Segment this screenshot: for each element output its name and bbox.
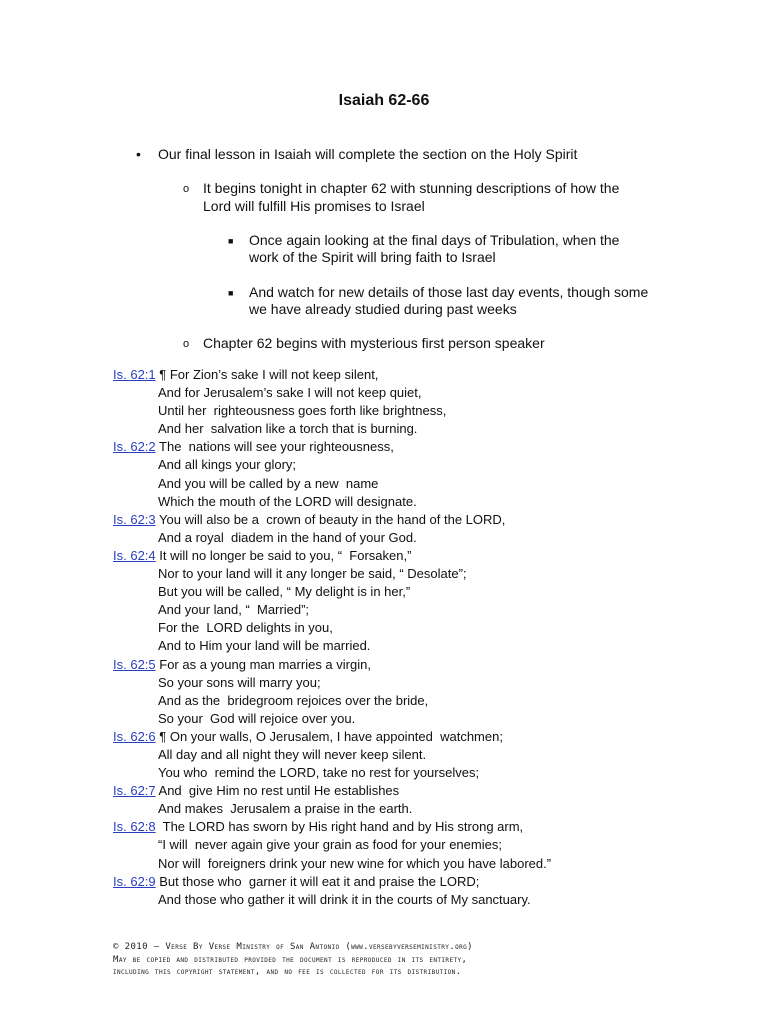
verse-line	[113, 493, 551, 511]
verse-line	[113, 656, 551, 674]
verse-text: The nations will see your righteousness,	[155, 439, 394, 455]
verse-text: ¶ On your walls, O Jerusalem, I have appointed watchmen;	[155, 728, 503, 744]
verse-text: And your land, “ Married”;	[158, 602, 310, 618]
verse-line	[113, 873, 551, 891]
verse-line	[113, 438, 551, 456]
verse-text: And as the bridegroom rejoices over the bride,	[158, 692, 429, 708]
verse-line	[113, 637, 551, 655]
verse-line	[113, 891, 551, 909]
verse-text: And her salvation like a torch that is burning.	[158, 421, 418, 437]
verse-text: Until her righteousness goes forth like brightness,	[158, 403, 447, 419]
verse-line	[113, 547, 551, 565]
verse-text: And makes Jerusalem a praise in the earth.	[158, 801, 413, 817]
verse-text: And give Him no rest until He establishes	[155, 783, 400, 799]
verse-text: You will also be a crown of beauty in the hand of the LORD,	[155, 511, 506, 527]
verse-text: So your sons will marry you;	[158, 674, 321, 690]
verse-text: And those who gather it will drink it in the courts of My sanctuary.	[158, 891, 531, 907]
circle-bullet-icon: o	[183, 338, 190, 350]
verse-reference-link[interactable]: Is. 62:4	[113, 547, 156, 563]
verse-reference-link[interactable]: Is. 62:5	[113, 656, 156, 672]
verse-line	[113, 456, 551, 474]
verse-reference-link[interactable]: Is. 62:3	[113, 511, 156, 527]
scripture-passage	[113, 366, 551, 909]
verse-line	[113, 764, 551, 782]
verse-line	[113, 366, 551, 384]
footer-line: including this copyright statement, and no fee is collected for its distribution.	[113, 967, 462, 977]
square-bullet-icon: ■	[228, 236, 234, 246]
verse-text: But those who garner it will eat it and praise the LORD;	[155, 873, 480, 889]
verse-line	[113, 818, 551, 836]
verse-reference-link[interactable]: Is. 62:7	[113, 783, 156, 799]
sub-sub-bullet-line: work of the Spirit will bring faith to Israel	[249, 249, 496, 265]
verse-text: And all kings your glory;	[158, 457, 297, 473]
verse-text: Which the mouth of the LORD will designate.	[158, 493, 417, 509]
verse-reference-link[interactable]: Is. 62:8	[113, 819, 156, 835]
verse-line	[113, 529, 551, 547]
verse-reference-link[interactable]: Is. 62:2	[113, 439, 156, 455]
verse-line	[113, 583, 551, 601]
verse-text: It will no longer be said to you, “ Forsaken,”	[155, 547, 412, 563]
verse-line	[113, 728, 551, 746]
sub-sub-bullet-line: And watch for new details of those last day events, though some	[249, 284, 649, 300]
bullet-text: Our final lesson in Isaiah will complete the section on the Holy Spirit	[158, 146, 578, 162]
verse-text: Nor will foreigners drink your new wine for which you have labored.”	[158, 855, 552, 871]
verse-text: Nor to your land will it any longer be said, “ Desolate”;	[158, 566, 467, 582]
verse-text: “I will never again give your grain as food for your enemies;	[158, 837, 502, 853]
verse-line	[113, 836, 551, 854]
verse-line	[113, 601, 551, 619]
verse-reference-link[interactable]: Is. 62:1	[113, 367, 156, 382]
verse-line	[113, 420, 551, 438]
verse-line	[113, 619, 551, 637]
verse-line	[113, 402, 551, 420]
verse-reference-link[interactable]: Is. 62:9	[113, 873, 156, 889]
sub-sub-bullet-line: we have already studied during past weeks	[249, 301, 517, 317]
verse-text: And to Him your land will be married.	[158, 638, 371, 654]
verse-text: And for Jerusalem’s sake I will not keep quiet,	[158, 385, 422, 401]
verse-text: You who remind the LORD, take no rest for yourselves;	[158, 765, 480, 781]
verse-line	[113, 565, 551, 583]
verse-line	[113, 674, 551, 692]
verse-text: All day and all night they will never keep silent.	[158, 746, 427, 762]
verse-text: ¶ For Zion’s sake I will not keep silent,	[155, 367, 379, 382]
sub-bullet-line: Lord will fulfill His promises to Israel	[203, 198, 425, 214]
sub-bullet-line: It begins tonight in chapter 62 with stunning descriptions of how the	[203, 180, 620, 196]
verse-line	[113, 746, 551, 764]
square-bullet-icon: ■	[228, 288, 234, 298]
verse-line	[113, 782, 551, 800]
verse-text: So your God will rejoice over you.	[158, 710, 356, 726]
verse-text: And you will be called by a new name	[158, 475, 379, 491]
verse-line	[113, 475, 551, 493]
verse-line	[113, 511, 551, 529]
bullet-dot-icon: •	[136, 146, 141, 162]
verse-text: But you will be called, “ My delight is in her,”	[158, 584, 411, 600]
verse-text: For the LORD delights in you,	[158, 620, 333, 636]
footer-line: May be copied and distributed provided the document is reproduced in its entirety,	[113, 954, 468, 965]
verse-line	[113, 800, 551, 818]
verse-text: And a royal diadem in the hand of your God.	[158, 529, 417, 545]
copyright-footer	[113, 941, 658, 979]
verse-line	[113, 384, 551, 402]
sub-bullet-text: Chapter 62 begins with mysterious first person speaker	[203, 335, 545, 351]
footer-line: © 2010 – Verse By Verse Ministry of San Antonio (www.versebyverseministry.org)	[113, 942, 473, 952]
sub-sub-bullet-line: Once again looking at the final days of Tribulation, when the	[249, 232, 620, 248]
verse-text: The LORD has sworn by His right hand and by His strong arm,	[155, 819, 524, 835]
verse-line	[113, 710, 551, 728]
verse-text: For as a young man marries a virgin,	[155, 656, 371, 672]
page-title: Isaiah 62-66	[338, 92, 430, 109]
verse-line	[113, 855, 551, 873]
circle-bullet-icon: o	[183, 183, 190, 195]
verse-line	[113, 692, 551, 710]
verse-reference-link[interactable]: Is. 62:6	[113, 728, 156, 744]
